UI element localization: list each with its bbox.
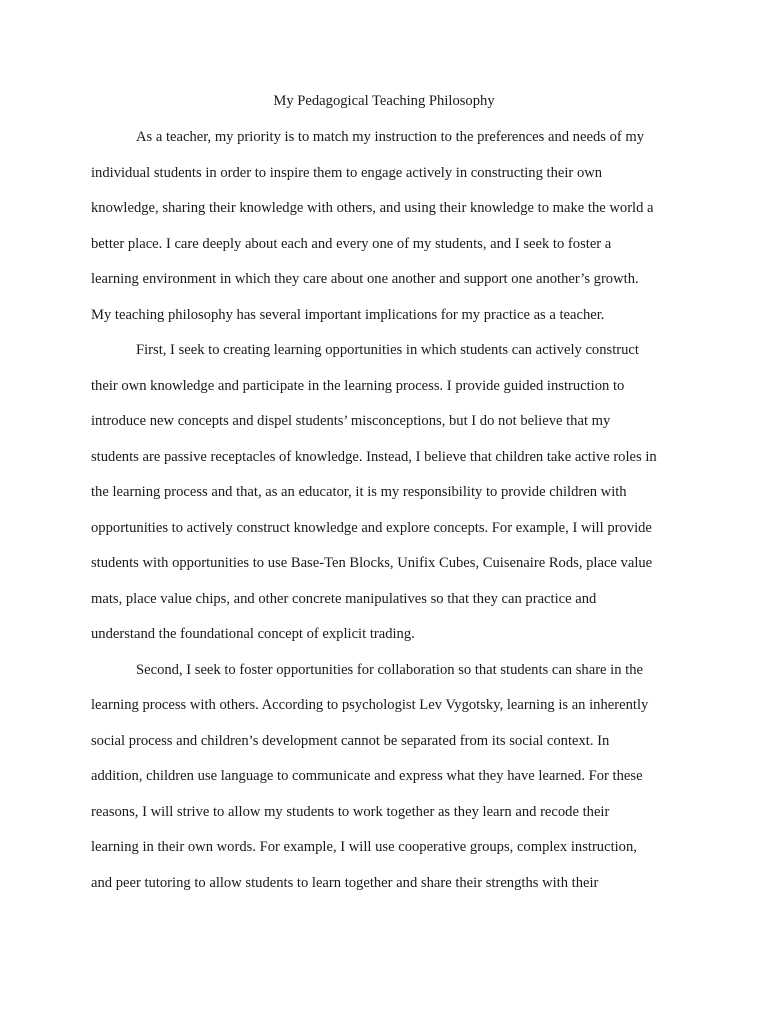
text-line: students with opportunities to use Base-Ten Blocks, Unifix Cubes, Cuisenaire Rods, place value [91, 555, 653, 571]
text-line: My teaching philosophy has several important implications for my practice as a teacher. [91, 306, 605, 323]
text-line: mats, place value chips, and other concrete manipulatives so that they can practice and [91, 590, 597, 607]
text-line: and peer tutoring to allow students to learn together and share their strengths with their [91, 874, 599, 891]
text-line: their own knowledge and participate in the learning process. I provide guided instruction to [91, 377, 625, 394]
text-line: knowledge, sharing their knowledge with others, and using their knowledge to make the world a [91, 200, 654, 216]
text-line: learning process with others. According to psychologist Lev Vygotsky, learning is an inherently [91, 697, 649, 713]
text-line: the learning process and that, as an educator, it is my responsibility to provide children with [91, 484, 627, 500]
text-line: addition, children use language to communicate and express what they have learned. For these [91, 768, 643, 784]
text-line: opportunities to actively construct knowledge and explore concepts. For example, I will provide [91, 519, 652, 536]
text-line: First, I seek to creating learning opportunities in which students can actively construct [136, 342, 639, 358]
text-line: individual students in order to inspire them to engage actively in constructing their own [91, 164, 603, 181]
text-line: students are passive receptacles of knowledge. Instead, I believe that children take active roles in [91, 448, 657, 465]
text-line: reasons, I will strive to allow my students to work together as they learn and recode their [91, 803, 610, 820]
text-line: As a teacher, my priority is to match my instruction to the preferences and needs of my [136, 129, 645, 145]
text-line: understand the foundational concept of explicit trading. [91, 626, 415, 642]
document-title: My Pedagogical Teaching Philosophy [273, 93, 495, 109]
text-line: social process and children’s development cannot be separated from its social context. In [91, 732, 610, 749]
text-line: better place. I care deeply about each and every one of my students, and I seek to foster a [91, 235, 612, 252]
text-line: introduce new concepts and dispel students’ misconceptions, but I do not believe that my [91, 413, 611, 429]
text-line: Second, I seek to foster opportunities for collaboration so that students can share in the [136, 661, 644, 678]
text-line: learning environment in which they care about one another and support one another’s growth. [91, 271, 639, 287]
text-line: learning in their own words. For example, I will use cooperative groups, complex instruction, [91, 839, 637, 855]
